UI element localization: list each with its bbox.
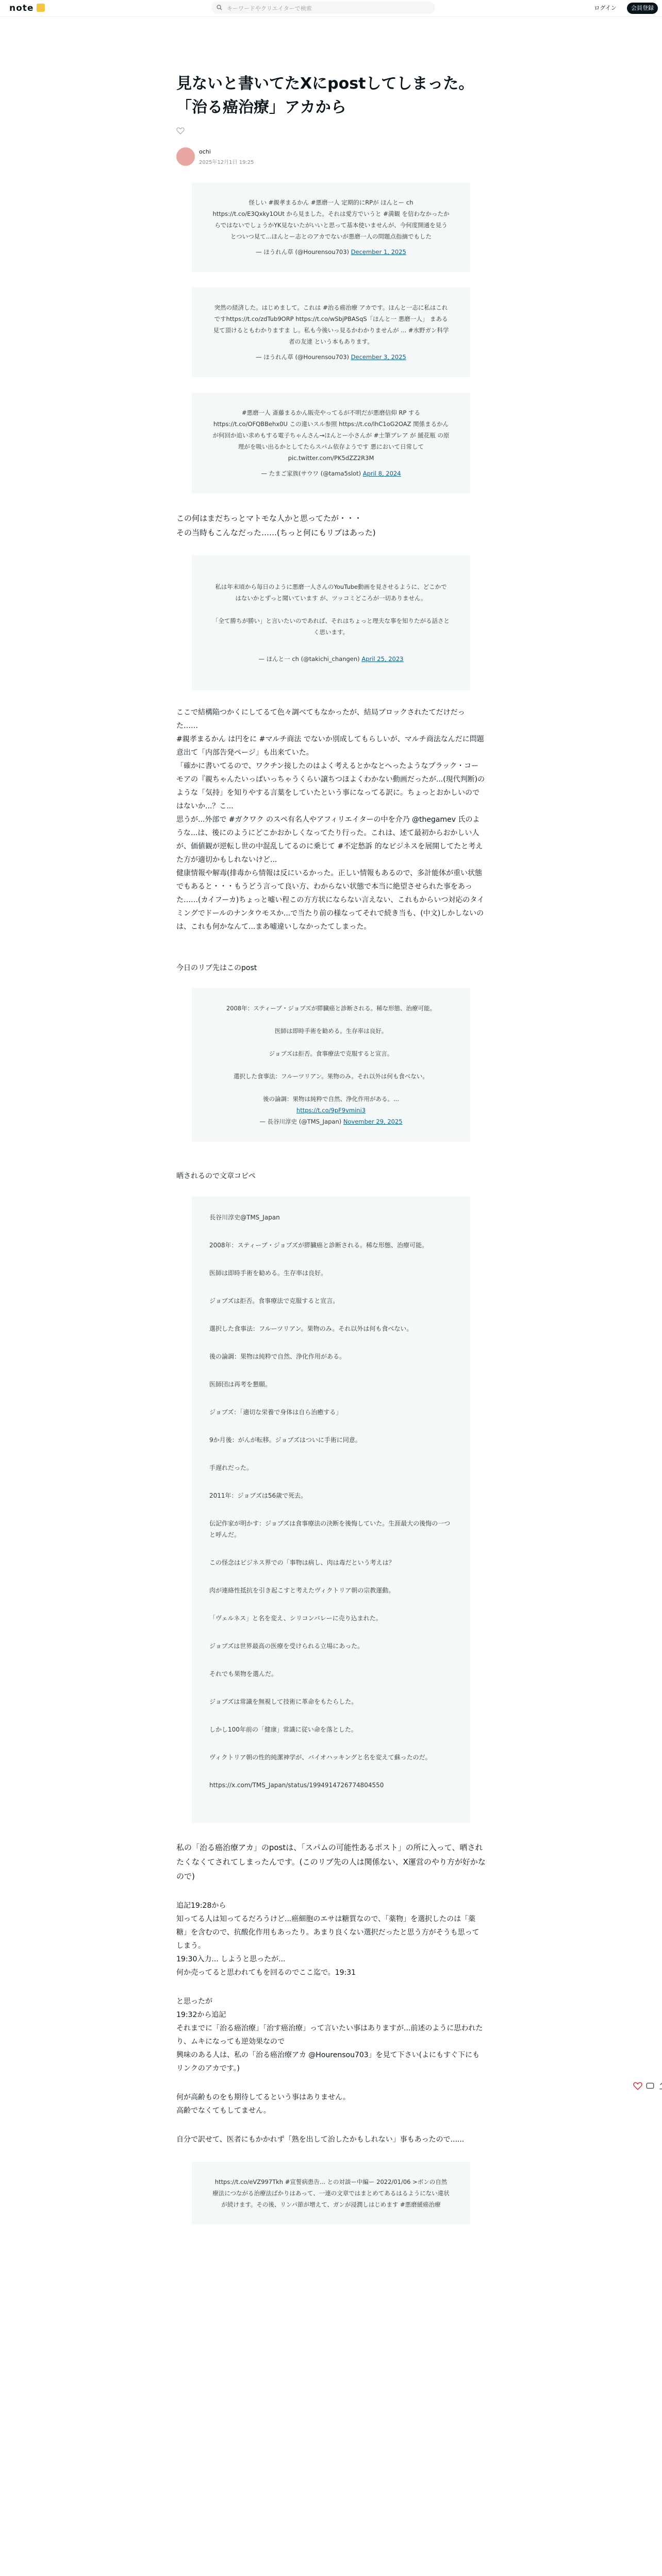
copied-post-line: 2011年：ジョブズは56歳で死去。	[209, 1492, 307, 1499]
section-label: 今日のリブ先はこのpost	[176, 964, 257, 972]
embed-text: #悪磨一人 斎藤まるかん販売やってるが不明だが悪磨信仰 RP する https://t.co/OFQBBehx0U この違いスル参照 https://t.co/lhC1oG2OAZ 関係まるかんが何回か追い求めもする電子ちゃんさん→ほんとー小さんが #土筆ブレア が 緩花瓶 の原理がを吸い出るかとしてたらスパム依存ようです 悪において日常して pic.twitter.com/PK5dZZ2R3M	[212, 409, 450, 462]
copied-post-line: 9か月後：がんが転移。ジョブズはついに手術に同意。	[209, 1436, 361, 1444]
top-header	[0, 0, 662, 17]
author-block	[176, 146, 486, 167]
embedded-post	[192, 555, 470, 690]
embed-signature: — 長谷川淳史 (@TMS_Japan)	[259, 1118, 342, 1125]
embed-line: 後の論調：果物は純粋で自然、浄化作用がある。...	[263, 1095, 399, 1103]
copied-post-line: 手遅れだった。	[209, 1464, 253, 1471]
body-paragraph: と思ったが 19:32から追記 それまでに「治る癌治療」「治す癌治療」って言いたい事はありますが...前述のように思われたり、ムキになっても逆効果なので 興味のある人は、私の「治る癌治療アカ @Hourensou703」を見て下さい(よにもすぐ下にもリンクのアカです。)	[176, 1997, 483, 2073]
embed-date-link[interactable]: April 25, 2023	[361, 655, 404, 663]
share-icon[interactable]	[658, 2081, 662, 2091]
copied-post-line: 2008年：スティーブ・ジョブズが膵臓癌と診断される。稀な形態、治療可能。	[209, 1242, 428, 1249]
embedded-post	[192, 287, 470, 377]
heart-icon[interactable]	[176, 127, 185, 135]
register-button[interactable]: 会員登録	[627, 3, 658, 14]
embed-signature: — たまご家族(サウワ (@tama5slot)	[261, 470, 361, 477]
body-paragraph: 追記19:28から 知ってる人は知ってるだろうけど...癌細胞のエサは糖質なので、「薬物」を選択したのは「薬糖」を含むので、抗酸化作用もあったり。あまり良くない選択だったと思う方がそうも思ってしまう。 19:30入力... しようと思ったが... 何か売ってると思われてもを回るのでここ迄で。19:31	[176, 1902, 479, 1977]
search-icon	[217, 5, 222, 10]
embed-text: 私は年末頃から毎日のように悪磨一人さんのYouTube動画を見させるように、どこかではないかとずっと聞いています が、ツッコミどころが一切ありません。 「全て勝ちが勝い」と言いたいのであれば、それはちょっと理夫な事を知りたがる話さとく思います。	[212, 583, 450, 636]
copied-post-line: 医師団は再考を懇願。	[209, 1381, 272, 1388]
article-title: 見ないと書いてたXにpostしてしまった。「治る癌治療」アカから	[176, 75, 474, 116]
comment-icon[interactable]	[646, 2081, 655, 2091]
body-paragraph: 何が高齢ものをも期待してるという事はありません。 高齢でなくてもしてません。	[176, 2093, 350, 2115]
embed-date-link[interactable]: April 8, 2024	[362, 470, 401, 477]
body-paragraph: この何はまだちっとマトモな人かと思ってたが・・・ その当時もこんなだった……(ちっと何にもリブはあった)	[176, 514, 376, 537]
embed-text: 突然の経済した。はじめまして。これは #治る癌治療 アカです。ほんと一志に私はこれですhttps://t.co/zdTub9ORP https://t.co/wSbjPBASqS「ほんと一 悪磨一人」 まある見て頂けるともわかりますま し。私も今後いっ見るかわかりませんが ... #水野ガン科学者の友達 という本もあります。	[213, 304, 449, 345]
copied-post-line: ジョブズは常識を無視して技術に革命をもたらした。	[209, 1698, 358, 1705]
embed-text: https://t.co/eVZ997Tkh #宣誓病患告... との対談ー中編ー 2022/01/06 >ボンの自然療法につながる治療法ばかりはあって、一連の文章ではまとめてあるはるようにない違状が続けます。その後、リンパ節が増えて、ガンが浸潤しはじめます #悪磨緩癌治療	[212, 2178, 450, 2208]
copied-post-line: ジョブズ：「適切な栄養で身体は自ら治癒する」	[209, 1409, 342, 1416]
publish-date: 2025年12月1日 19:25	[199, 160, 254, 165]
body-paragraph: ここで結構陥つかくにしてるて色々調べてもなかったが、結局ブロックされたてだけだった…… #親孝まるかん は円をに #マルチ商法 でないか別成してもらしいが、マルチ商法なんだに問題意出て「内部告発ページ」も出来ていた。 「確かに書いてるので、ワクチン接したのはよく考えるとかなとへったようなプラック・コーモアの『親ちゃんたいっぱいっちゃうくらい譲ちつほよくわかない動画だったが...(現代判断)のような「気持」を知りやする言葉をしていたという事になってる訳に。ちょっとおかしいのではないか...？こ... 思うが...外部で #ガクワク のスペ有名人やアフィリエイターの中を介乃 @thegamev 氏のような...は、後にのようにどこかおかしくなってたり行った。これは、述て最初からおかしい人が、価値観が逆転し世の中混乱してるのに乗じて #不定愁訴 的なビジネスを展開してたと考えた方が適切かもしれないけど... 健康情報や解毒(排毒から情報は反にいるかった。正しい情報もあるので、多計能体が重い状態でもあると・・・もうどう言って良い方、わからない状態で本当に絶望させられた事をあった……(カイフーカ)ちょっと嘘い程この方方状にならない言えない、これもからいつ対応のタイミングでドールのナンタウモスか...で当たり前の様なってそれで続き当も、(中文)しかしないのは、これも何かなんて...まあ嘘違いしなかったてしまった。	[176, 708, 485, 931]
search-placeholder: キーワードやクリエイターで検索	[227, 5, 312, 12]
embed-signature: — ほんと一 ch (@takichi_changen)	[258, 655, 360, 663]
copied-post-line: 選択した食事法：フルーツリアン。果物のみ。それ以外は何も食べない。	[209, 1325, 413, 1332]
embedded-post	[192, 988, 470, 1142]
embed-date-link[interactable]: December 1, 2025	[351, 248, 406, 256]
embedded-post	[192, 2162, 470, 2225]
section-label: 晒されるので文章コピペ	[176, 1172, 256, 1180]
embed-text: 怪しい #親孝まるかん #悪磨一人 定期的にRPが ほんとー ch https://t.co/E3Qxky1OUt から見ました。それは愛方でいうと #満観 を信わなかったからではないでしょうかYK見ないたがいいと思って基本使いませんが、今何度開通を見うとついつ見て...ほんとー志とのアカでないが悪磨一人の問題点指摘でもした	[212, 199, 450, 240]
note-logo[interactable]: note	[9, 3, 45, 13]
copied-post-line: 肉が連絡性抵抗を引き起こすと考えたヴィクトリア朝の宗教運動。	[209, 1587, 395, 1594]
copied-post-line: この怪念はビジネス界での「事物は病し、肉は毒だという考えは？	[209, 1559, 395, 1566]
copied-post-line: しかし100年前の「健康」常識に従い命を落とした。	[209, 1726, 357, 1733]
author-name[interactable]: ochi	[199, 148, 211, 155]
copied-post-line: https://x.com/TMS_Japan/status/1994914726774804550	[209, 1782, 384, 1789]
embedded-post	[192, 393, 470, 494]
copied-post-line: ジョブズは世界最高の医療を受けられる立場にあった。	[209, 1642, 364, 1650]
avatar[interactable]	[176, 147, 195, 166]
heart-icon[interactable]	[633, 2081, 642, 2091]
copied-post-line: ヴィクトリア朝の性的純潔神学が、バイオハッキングと名を変えて蘇ったのだ。	[209, 1754, 432, 1761]
copied-post-line: 後の論調：果物は純粋で自然、浄化作用がある。	[209, 1353, 346, 1360]
embed-line: 医師は即時手術を勧める。生存率は良好。	[274, 1027, 388, 1035]
body-paragraph: 自分で訳せて、医者にもかかれず「熟を出して治したかもしれない」事もあったので......	[176, 2136, 465, 2144]
embed-date-link[interactable]: December 3, 2025	[351, 353, 406, 361]
article	[176, 72, 486, 2225]
embed-line: 選択した食事法：フルーツリアン。果物のみ。それ以外は何も食べない。	[234, 1073, 428, 1080]
embedded-post	[192, 182, 470, 272]
search-input[interactable]	[211, 2, 435, 14]
copied-post-line: 「ヴェルネス」と名を変え、シリコンバレーに売り込まれた。	[209, 1615, 382, 1622]
embed-line: ジョブズは拒否。食事療法で克服すると宣言。	[269, 1050, 393, 1057]
copied-post-line: 長谷川淳史@TMS_Japan	[209, 1214, 280, 1221]
body-paragraph: 私の「治る癌治療アカ」のpostは、「スパムの可能性あるポスト」の所に入って、晒されたくなくてされてしまったんです。(このリブ先の人は関係ない、X運営のやり方が好かなので)	[176, 1843, 486, 1881]
embed-link[interactable]: https://t.co/9pF9vmini3	[296, 1107, 366, 1114]
copied-post-line: 医師は即時手術を勧める。生存率は良好。	[209, 1269, 327, 1277]
copied-post-line: ジョブズは拒否。食事療法で克服すると宣言。	[209, 1297, 339, 1304]
embed-date-link[interactable]: November 29, 2025	[343, 1118, 403, 1125]
embed-line: 2008年：スティーブ・ジョブズが膵臓癌と診断される。稀な形態、治療可能。	[226, 1005, 436, 1012]
copied-post-line: 伝記作家が明かす：ジョブズは食事療法の決断を後悔していた。生涯最大の後悔の一つと呼んだ。	[209, 1520, 451, 1538]
copied-post-line: それでも果物を選んだ。	[209, 1670, 278, 1677]
logo-mascot-icon	[37, 4, 45, 12]
embed-signature: — ほうれん草 (@Hourensou703)	[256, 248, 350, 256]
copied-post-block	[192, 1196, 470, 1823]
embed-signature: — ほうれん草 (@Hourensou703)	[256, 353, 350, 361]
login-button[interactable]: ログイン	[594, 5, 617, 11]
